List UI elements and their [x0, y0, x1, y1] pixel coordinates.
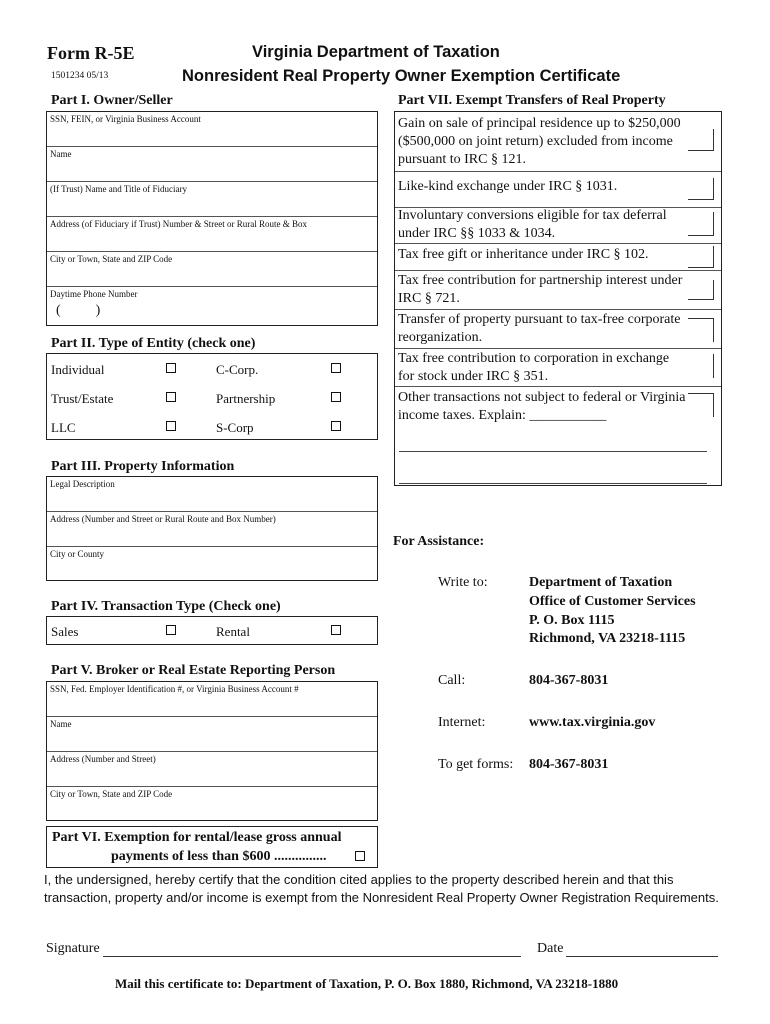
exemption-checkbox-reorganization[interactable]	[688, 318, 714, 342]
broker-city-field[interactable]	[47, 787, 377, 821]
certificate-title: Nonresident Real Property Owner Exemption Certificate	[182, 67, 621, 85]
exemption-text: Like-kind exchange under IRC § 1031.	[398, 179, 618, 194]
certification-text: I, the undersigned, hereby certify that the condition cited applies to the property described herein and that this transaction, property and/or income is exempt from the Nonresident Real Property Owner Registration Requirements.	[44, 872, 719, 905]
assistance-address-2: Office of Customer Services	[529, 594, 696, 609]
broker-ssn-field[interactable]	[47, 682, 377, 717]
exemption-row-reorganization[interactable]	[395, 310, 721, 349]
exemption-checkbox-other[interactable]	[688, 393, 714, 417]
form-id: Form R-5E	[47, 43, 135, 63]
call-number: 804-367-8031	[529, 673, 609, 688]
transaction-type-section	[46, 616, 378, 645]
exemption-row-121[interactable]	[395, 112, 721, 172]
exemption-row-351[interactable]	[395, 349, 721, 387]
exemption-checkbox-102[interactable]	[688, 246, 714, 268]
checkbox-sales[interactable]	[166, 625, 176, 635]
field-label: Address (Number and Street or Rural Route and Box Number)	[50, 514, 276, 524]
department-title: Virginia Department of Taxation	[252, 43, 500, 61]
part5-title: Part V. Broker or Real Estate Reporting Person	[51, 663, 336, 678]
option-sales: Sales	[51, 624, 79, 639]
part6-title: Part VI. Exemption for rental/lease gross annual	[52, 830, 342, 845]
option-rental: Rental	[216, 624, 250, 639]
exempt-transfers-section	[394, 111, 722, 486]
assistance-title: For Assistance:	[393, 534, 485, 549]
phone-area-code: ( )	[56, 303, 101, 318]
assistance-address-3: P. O. Box 1115	[529, 613, 615, 628]
write-to-label: Write to:	[438, 575, 488, 590]
part7-title: Part VII. Exempt Transfers of Real Property	[398, 93, 666, 108]
checkbox-rental-exemption[interactable]	[355, 851, 365, 861]
field-label: City or Town, State and ZIP Code	[50, 254, 173, 264]
exemption-text: Tax free contribution for partnership interest under IRC § 721.	[398, 273, 683, 306]
field-label: Name	[50, 149, 72, 159]
checkbox-s-corp[interactable]	[331, 421, 341, 431]
field-label: SSN, FEIN, or Virginia Business Account	[50, 114, 201, 124]
field-label: Daytime Phone Number	[50, 289, 138, 299]
assistance-address-4: Richmond, VA 23218-1115	[529, 631, 686, 646]
exemption-row-1033[interactable]	[395, 208, 721, 244]
entity-type-section	[46, 353, 378, 440]
field-label: Name	[50, 719, 72, 729]
field-label: (If Trust) Name and Title of Fiduciary	[50, 184, 187, 194]
checkbox-c-corp[interactable]	[331, 363, 341, 373]
exemption-text: Tax free gift or inheritance under IRC § 102.	[398, 247, 649, 262]
owner-ssn-field[interactable]	[47, 112, 377, 147]
daytime-phone-field[interactable]	[47, 287, 377, 326]
option-trust-estate: Trust/Estate	[51, 391, 114, 406]
checkbox-rental[interactable]	[331, 625, 341, 635]
fiduciary-name-field[interactable]	[47, 182, 377, 217]
signature-label: Signature	[46, 941, 100, 956]
field-label: City or Town, State and ZIP Code	[50, 789, 173, 799]
field-label: City or County	[50, 549, 105, 559]
part2-title: Part II. Type of Entity (check one)	[51, 336, 256, 351]
option-partnership: Partnership	[216, 391, 276, 406]
signature-line[interactable]	[103, 956, 521, 957]
form-code: 1501234 05/13	[51, 71, 109, 81]
legal-description-field[interactable]	[47, 477, 377, 512]
part1-title: Part I. Owner/Seller	[51, 93, 173, 108]
checkbox-partnership[interactable]	[331, 392, 341, 402]
checkbox-individual[interactable]	[166, 363, 176, 373]
exemption-text: Tax free contribution to corporation in exchange for stock under IRC § 351.	[398, 351, 670, 384]
option-llc: LLC	[51, 420, 76, 435]
exemption-checkbox-351[interactable]	[688, 354, 714, 378]
broker-address-field[interactable]	[47, 752, 377, 787]
part6-line2: payments of less than $600 ...............	[111, 849, 327, 864]
fiduciary-address-field[interactable]	[47, 217, 377, 252]
mail-instructions: Mail this certificate to: Department of Taxation, P. O. Box 1880, Richmond, VA 23218-1880	[115, 976, 619, 991]
checkbox-llc[interactable]	[166, 421, 176, 431]
broker-name-field[interactable]	[47, 717, 377, 752]
part4-title: Part IV. Transaction Type (Check one)	[51, 599, 281, 614]
field-label: Legal Description	[50, 479, 115, 489]
option-s-corp: S-Corp	[216, 420, 254, 435]
property-info-section	[46, 476, 378, 581]
date-line[interactable]	[566, 956, 718, 957]
broker-section	[46, 681, 378, 821]
exemption-text: Transfer of property pursuant to tax-free corporate reorganization.	[398, 312, 681, 345]
explain-line-1[interactable]	[399, 451, 707, 452]
owner-city-field[interactable]	[47, 252, 377, 287]
forms-label: To get forms:	[438, 757, 514, 772]
exemption-checkbox-1031[interactable]	[688, 178, 714, 200]
exemption-checkbox-721[interactable]	[688, 280, 714, 300]
owner-seller-section	[46, 111, 378, 326]
field-label: Address (of Fiduciary if Trust) Number & Street or Rural Route & Box	[50, 219, 307, 229]
exemption-checkbox-1033[interactable]	[688, 212, 714, 236]
exemption-checkbox-121[interactable]	[688, 129, 714, 151]
checkbox-trust-estate[interactable]	[166, 392, 176, 402]
exemption-text: Gain on sale of principal residence up to $250,000 ($500,000 on joint return) excluded from income pursuant to IRC § 121.	[398, 116, 681, 167]
property-address-field[interactable]	[47, 512, 377, 547]
exemption-row-other[interactable]	[395, 387, 721, 487]
option-c-corp: C-Corp.	[216, 362, 259, 377]
part3-title: Part III. Property Information	[51, 459, 235, 474]
exemption-text: Involuntary conversions eligible for tax deferral under IRC §§ 1033 & 1034.	[398, 208, 667, 241]
explain-line-2[interactable]	[399, 483, 707, 484]
date-label: Date	[537, 941, 564, 956]
call-label: Call:	[438, 673, 466, 688]
owner-name-field[interactable]	[47, 147, 377, 182]
option-individual: Individual	[51, 362, 105, 377]
exemption-row-721[interactable]	[395, 271, 721, 310]
exemption-text: Other transactions not subject to federal or Virginia income taxes. Explain: ___________	[398, 390, 686, 423]
field-label: SSN, Fed. Employer Identification #, or Virginia Business Account #	[50, 684, 299, 694]
exemption-row-102[interactable]	[395, 244, 721, 271]
assistance-address-1: Department of Taxation	[529, 575, 673, 590]
internet-url[interactable]: www.tax.virginia.gov	[529, 715, 656, 730]
forms-number: 804-367-8031	[529, 757, 609, 772]
rental-exemption-section	[46, 826, 378, 868]
field-label: Address (Number and Street)	[50, 754, 156, 764]
property-city-field[interactable]	[47, 547, 377, 581]
internet-label: Internet:	[438, 715, 486, 730]
exemption-row-1031[interactable]	[395, 172, 721, 208]
